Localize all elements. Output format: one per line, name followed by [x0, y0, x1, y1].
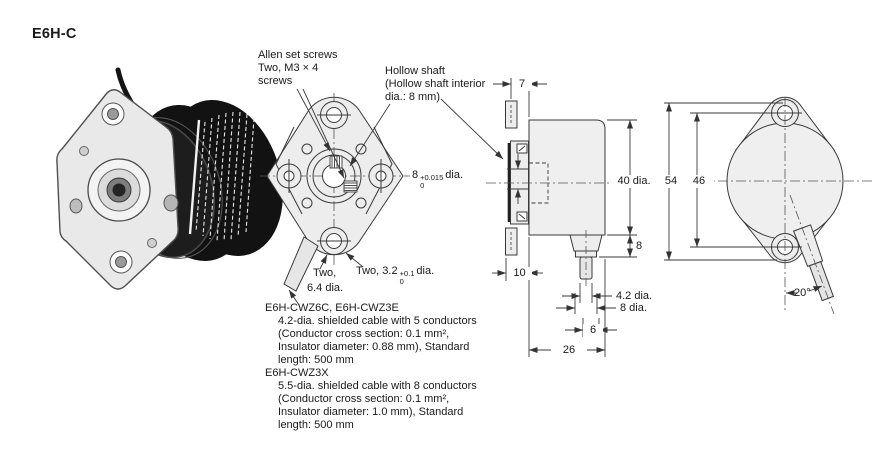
shaft-bore-value: 8 [412, 169, 419, 181]
callout-hollow-line1: Hollow shaft [385, 65, 445, 77]
tolerance-lower: 0 [399, 277, 404, 286]
page-title: E6H-C [32, 26, 77, 42]
photo-clamp-screw-right [164, 195, 178, 211]
cable-note [265, 302, 477, 432]
shaft-clamp [511, 141, 529, 224]
side-view-drawing [486, 78, 637, 357]
two-32-tolerance [400, 270, 415, 286]
dim-26: 26 [551, 344, 587, 357]
two-32-unit: dia. [416, 265, 435, 277]
cable-desc-2-line3: Insulator diameter: 1.0 mm), Standard [278, 406, 464, 418]
shaft-bore-unit: dia. [445, 169, 464, 181]
callout-two-64-line2: 6.4 dia. [307, 282, 344, 294]
tolerance-upper: +0.015 [420, 173, 444, 182]
two-32-value: Two, 3.2 [356, 265, 398, 277]
dim-20-degrees: 20° [794, 287, 811, 299]
cable-desc-2-line1: 5.5-dia. shielded cable with 8 conductors [278, 380, 477, 392]
dim-10: 10 [507, 267, 532, 280]
cable-models-1: E6H-CWZ6C, E6H-CWZ3E [265, 302, 399, 314]
tolerance-lower: 0 [420, 181, 425, 190]
rear-view-drawing [664, 97, 872, 314]
callout-two-64-line1: Two, [313, 267, 337, 279]
callout-allen-set-screws [258, 49, 337, 88]
photo-clamp-screw-left [70, 199, 82, 213]
allen-set-screw-2 [344, 181, 357, 192]
callout-two-32 [356, 265, 434, 286]
dim-46: 46 [684, 175, 714, 188]
callout-hollow-line3: dia.: 8 mm) [385, 91, 441, 103]
cable-desc-1-line2: (Conductor cross section: 0.1 mm², [278, 328, 450, 340]
dim-4-2-dia: 4.2 dia. [616, 290, 653, 302]
dim-8-dia: 8 dia. [620, 302, 647, 314]
dim-shaft-bore [412, 169, 463, 190]
encoder-body-side [529, 120, 605, 235]
shaft-bore-tolerance [420, 174, 443, 190]
cable-models-2: E6H-CWZ3X [265, 367, 329, 379]
callout-hollow-line2: (Hollow shaft interior [385, 78, 486, 90]
callout-allen-line1: Allen set screws [258, 49, 338, 61]
dim-54: 54 [656, 175, 686, 188]
callout-allen-line3: screws [258, 75, 293, 87]
dim-6: 6 [583, 324, 603, 337]
callout-allen-line2: Two, M3 × 4 [258, 62, 319, 74]
dim-7: 7 [512, 78, 532, 91]
side-cable [570, 230, 602, 288]
dim-8: 8 [636, 240, 643, 252]
dim-40-dia: 40 dia. [610, 175, 658, 188]
cable-desc-2-line2: (Conductor cross section: 0.1 mm², [278, 393, 450, 405]
cable-desc-1-line1: 4.2-dia. shielded cable with 5 conductors [278, 315, 477, 327]
cable-desc-1-line3: Insulator diameter: 0.88 mm), Standard [278, 341, 470, 353]
allen-set-screw-1 [330, 156, 342, 168]
callout-hollow-shaft [385, 65, 485, 104]
product-photo [57, 70, 302, 289]
tolerance-upper: +0.1 [399, 269, 415, 278]
cable-desc-2-line4: length: 500 mm [278, 419, 354, 431]
cable-desc-1-line4: length: 500 mm [278, 354, 354, 366]
